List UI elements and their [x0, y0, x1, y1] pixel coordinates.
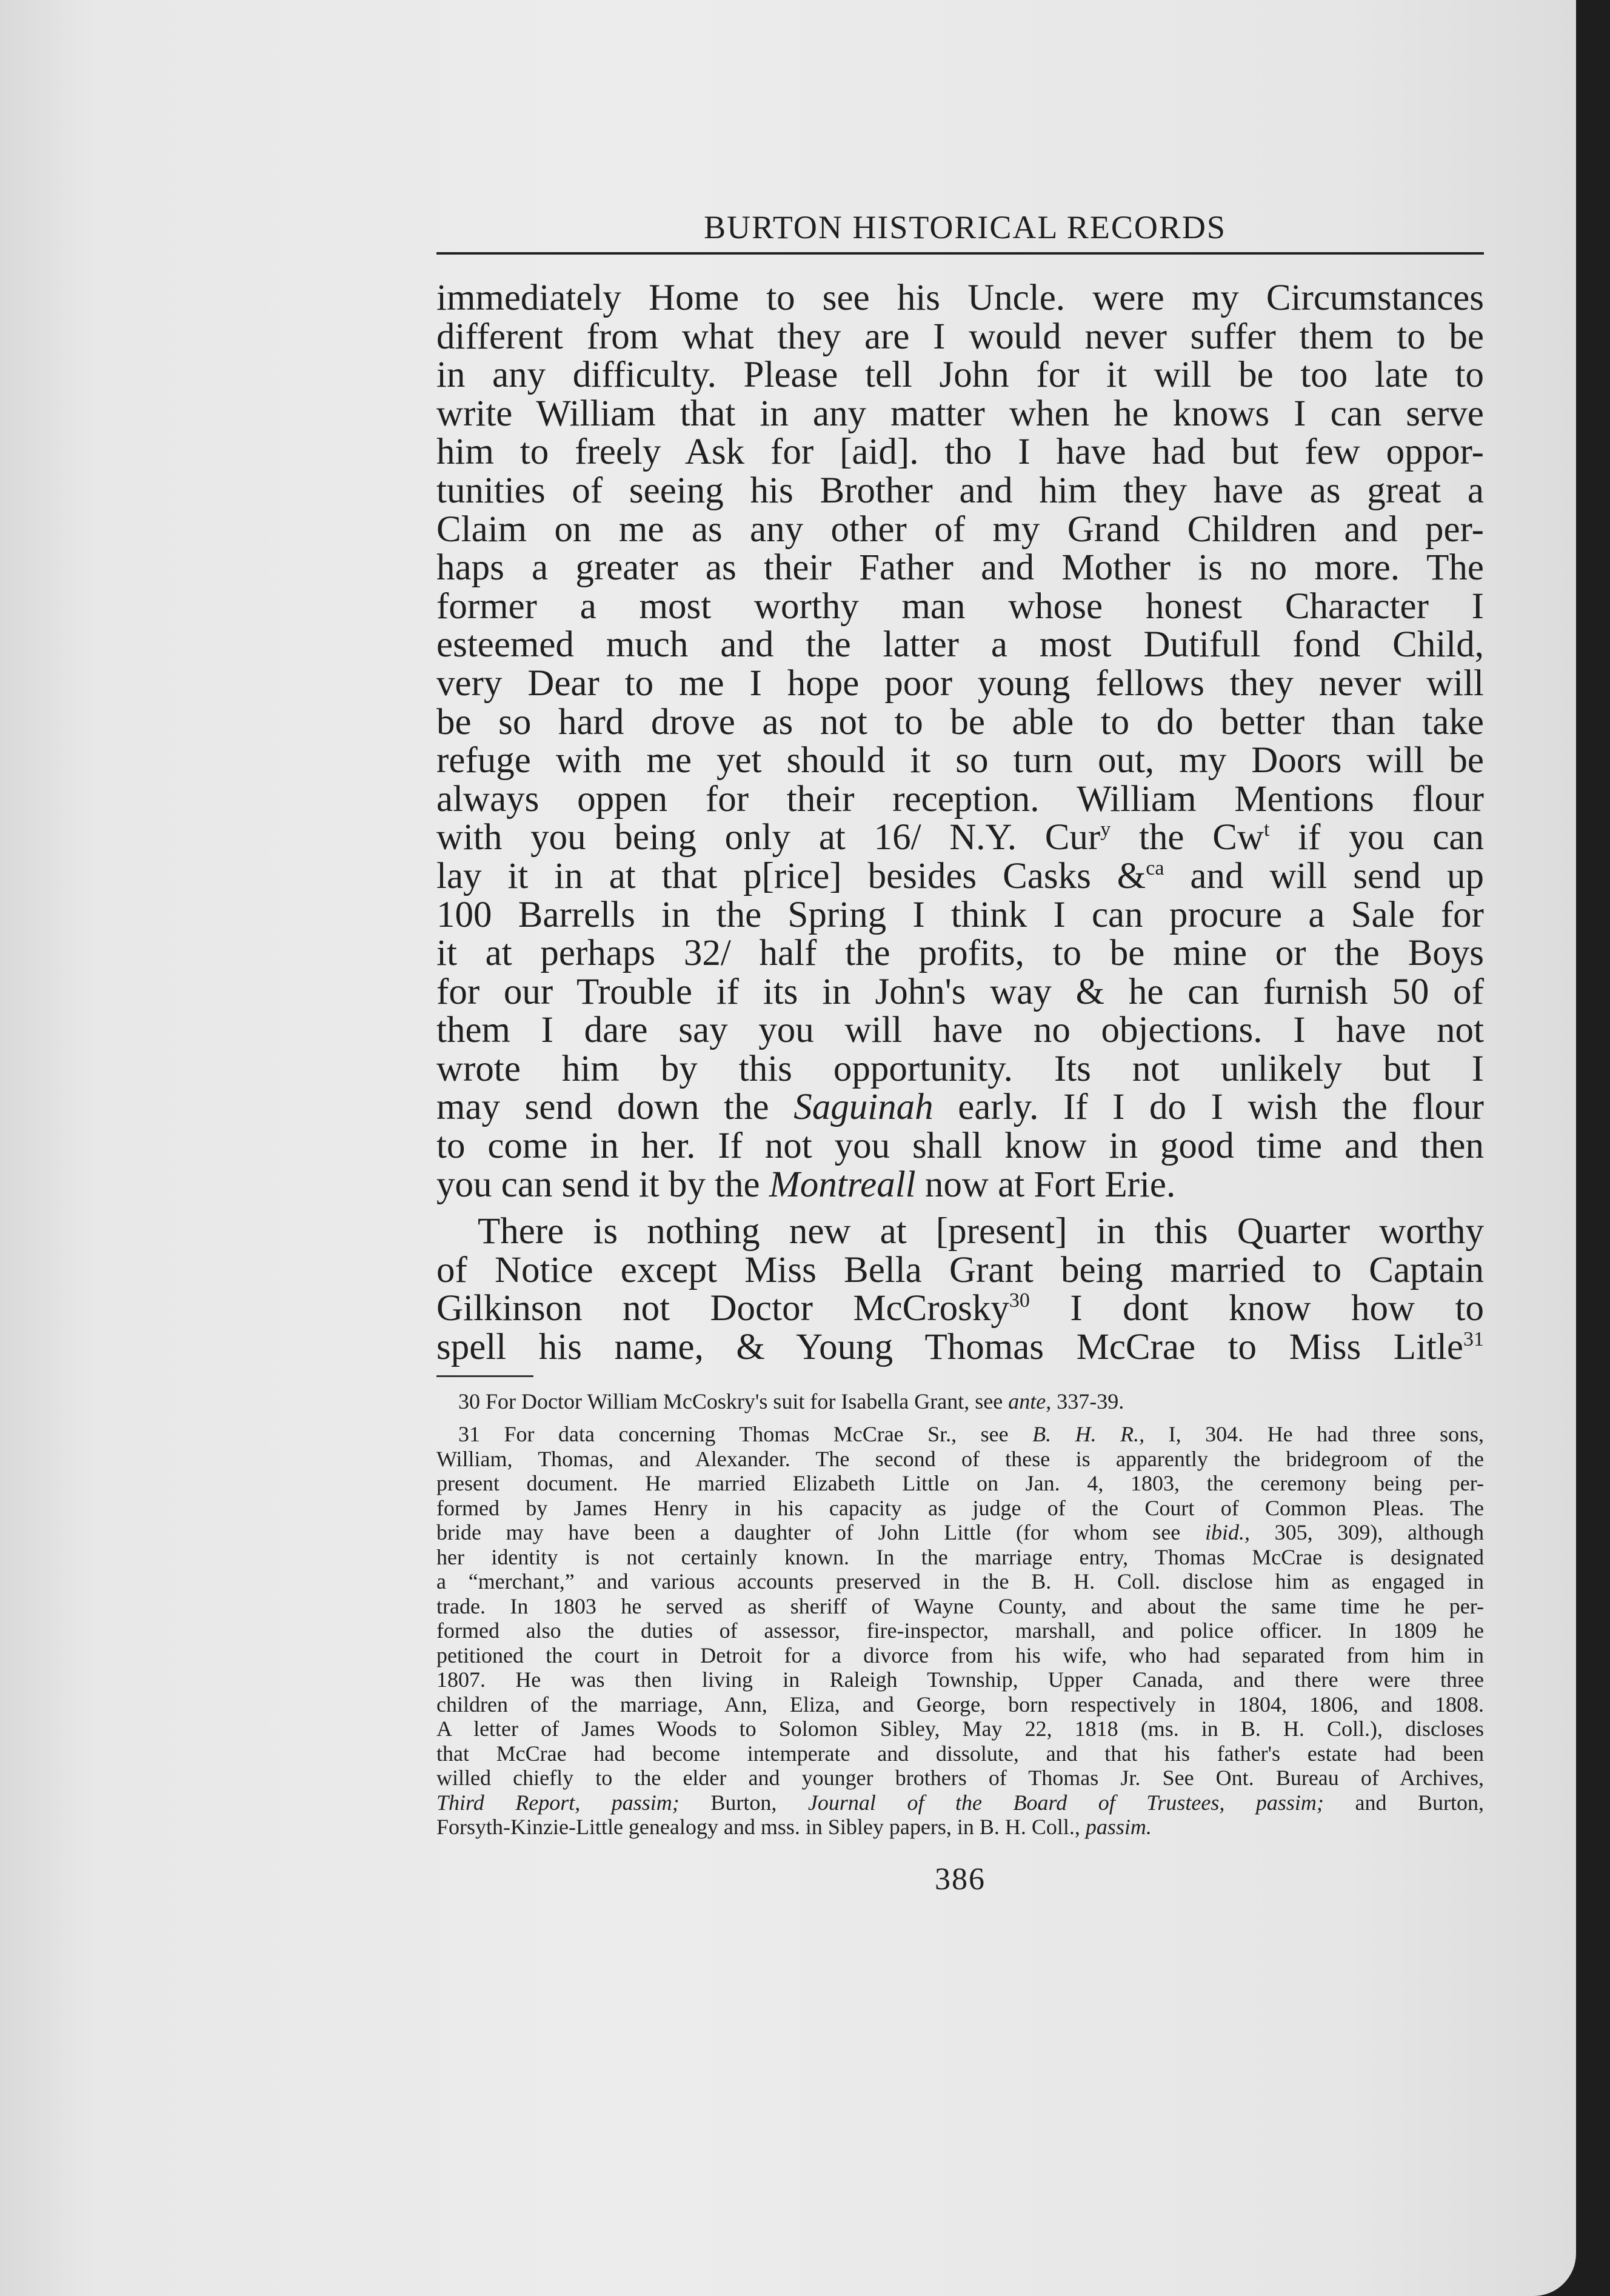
- text-line: him to freely Ask for [aid]. tho I have had but few oppor-: [436, 432, 1484, 473]
- text-line: [436, 1289, 1484, 1328]
- text-run: Forsyth-Kinzie-Little genealogy and mss. in Sibley papers, in B. H. Coll.,: [436, 1815, 1086, 1840]
- text-line: in any difficulty. Please tell John for it will be too late to: [436, 355, 1484, 396]
- text-line: to come in her. If not you shall know in good time and then: [436, 1126, 1484, 1167]
- paragraph-1: [436, 279, 1484, 1204]
- body-text: [436, 279, 1484, 1367]
- footnote-line: that McCrae had become intemperate and dissolute, and that his father's estate had been: [436, 1741, 1484, 1766]
- text-line: of Notice except Miss Bella Grant being married to Captain: [436, 1249, 1484, 1290]
- text-run: early. If I do I wish the flour: [933, 1087, 1484, 1128]
- text-line: refuge with me yet should it so turn out, my Doors will be: [436, 740, 1484, 781]
- text-line: [436, 1088, 1484, 1127]
- running-head: [436, 206, 1484, 249]
- footnote-line: [436, 1520, 1484, 1545]
- text-line: tunities of seeing his Brother and him they have as great a: [436, 470, 1484, 511]
- page-number: 386: [935, 1861, 986, 1897]
- text-line: always oppen for their reception. William Mentions flour: [436, 778, 1484, 819]
- text-run-italic: B. H. R.,: [1032, 1422, 1145, 1447]
- running-title: BURTON HISTORICAL RECORDS: [704, 209, 1226, 245]
- text-line: 100 Barrells in the Spring I think I can procure a Sale for: [436, 894, 1484, 935]
- footnote-line: formed also the duties of assessor, fire-inspector, marshall, and police officer. In 1809 he: [436, 1618, 1484, 1643]
- superscript: y: [1100, 818, 1111, 841]
- text-line: very Dear to me I hope poor young fellows they never will: [436, 662, 1484, 704]
- text-line: [436, 1328, 1484, 1367]
- text-run: and will send up: [1164, 855, 1484, 896]
- text-block: [436, 206, 1484, 1897]
- text-run: 30 For Doctor William McCoskry's suit for Isabella Grant, see: [458, 1389, 1009, 1413]
- text-run-italic: passim.: [1085, 1815, 1152, 1840]
- footnote-line: formed by James Henry in his capacity as judge of the Court of Common Pleas. The: [436, 1495, 1484, 1520]
- footnote-30: [436, 1389, 1484, 1414]
- text-line: esteemed much and the latter a most Dutifull fond Child,: [436, 624, 1484, 666]
- text-run: 305, 309), although: [1249, 1520, 1484, 1545]
- footnote-line: willed chiefly to the elder and younger brothers of Thomas Jr. See Ont. Bureau of Archives,: [436, 1766, 1484, 1790]
- footnote-line: petitioned the court in Detroit for a divorce from his wife, who had separated from him in: [436, 1643, 1484, 1667]
- text-line: write William that in any matter when he knows I can serve: [436, 393, 1484, 434]
- text-run: you can send it by the: [436, 1164, 769, 1205]
- text-line: be so hard drove as not to be able to do better than take: [436, 701, 1484, 743]
- footnote-line: a “merchant,” and various accounts preserved in the B. H. Coll. disclose him as engaged in: [436, 1569, 1484, 1594]
- text-run: if you can: [1269, 817, 1484, 858]
- text-run: with you being only at 16/ N.Y. Cur: [436, 817, 1101, 858]
- text-run: I dont know how to: [1029, 1288, 1484, 1329]
- text-run: the Cw: [1111, 817, 1264, 858]
- text-run-italic: ibid.,: [1204, 1520, 1250, 1545]
- text-run: I, 304. He had three sons,: [1144, 1422, 1484, 1447]
- text-line: wrote him by this opportunity. Its not unlikely but I: [436, 1048, 1484, 1089]
- text-line: [436, 818, 1484, 857]
- footnote-line: present document. He married Elizabeth Little on Jan. 4, 1803, the ceremony being per-: [436, 1471, 1484, 1496]
- text-run: may send down the: [436, 1087, 794, 1128]
- footnote-line: trade. In 1803 he served as sheriff of Wayne County, and about the same time he per-: [436, 1594, 1484, 1618]
- footnote-line: [436, 1815, 1484, 1840]
- paragraph-2: [436, 1212, 1484, 1366]
- text-run: spell his name, & Young Thomas McCrae to Miss Litle: [436, 1327, 1463, 1368]
- text-line: [436, 1166, 1484, 1204]
- text-line: different from what they are I would never suffer them to be: [436, 316, 1484, 357]
- ship-name: Saguinah: [793, 1087, 934, 1128]
- footnote-31: [436, 1422, 1484, 1840]
- text-run: 337-39.: [1051, 1389, 1124, 1413]
- text-line: [436, 857, 1484, 896]
- superscript: t: [1263, 818, 1270, 841]
- footnote-line: her identity is not certainly known. In the marriage entry, Thomas McCrae is designated: [436, 1544, 1484, 1569]
- text-run: bride may have been a daughter of John Little (for whom see: [436, 1520, 1205, 1545]
- text-line: There is nothing new at [present] in this Quarter worthy: [478, 1211, 1484, 1252]
- text-run: 31 For data concerning Thomas McCrae Sr., see: [458, 1422, 1033, 1447]
- footnote-line: [436, 1790, 1484, 1815]
- text-line: for our Trouble if its in John's way & he can furnish 50 of: [436, 971, 1484, 1012]
- text-run-italic: Third Report, passim;: [436, 1790, 680, 1815]
- text-run: now at Fort Erie.: [915, 1164, 1176, 1205]
- superscript: ca: [1146, 856, 1164, 879]
- text-run: and Burton,: [1323, 1790, 1484, 1815]
- footnote-line: [436, 1389, 1484, 1414]
- ship-name: Montreall: [769, 1164, 916, 1205]
- footnote-line: [436, 1422, 1484, 1447]
- text-line: haps a greater as their Father and Mother is no more. The: [436, 547, 1484, 589]
- footnotes: [436, 1389, 1484, 1840]
- text-run-italic: ante,: [1008, 1389, 1052, 1413]
- footnote-line: William, Thomas, and Alexander. The second of these is apparently the bridegroom of the: [436, 1446, 1484, 1471]
- text-run-italic: Journal of the Board of Trustees, passim;: [807, 1790, 1324, 1815]
- footnote-rule: [436, 1375, 533, 1377]
- text-line: it at perhaps 32/ half the profits, to be mine or the Boys: [436, 933, 1484, 974]
- footnote-ref-30: 30: [1009, 1289, 1030, 1312]
- text-line: immediately Home to see his Uncle. were my Circumstances: [436, 278, 1484, 318]
- header-rule: [436, 252, 1484, 255]
- footnote-line: children of the marriage, Ann, Eliza, and George, born respectively in 1804, 1806, and 1808.: [436, 1692, 1484, 1717]
- text-line: them I dare say you will have no objections. I have not: [436, 1010, 1484, 1051]
- footnote-line: A letter of James Woods to Solomon Sibley, May 22, 1818 (ms. in B. H. Coll.), discloses: [436, 1717, 1484, 1741]
- text-line: former a most worthy man whose honest Character I: [436, 586, 1484, 627]
- footnote-ref-31: 31: [1463, 1328, 1484, 1351]
- text-line: Claim on me as any other of my Grand Children and per-: [436, 509, 1484, 550]
- text-run: Burton,: [679, 1790, 808, 1815]
- text-run: Gilkinson not Doctor McCrosky: [436, 1288, 1009, 1329]
- footnote-line: 1807. He was then living in Raleigh Township, Upper Canada, and there were three: [436, 1667, 1484, 1692]
- text-run: lay it in at that p[rice] besides Casks &: [436, 855, 1146, 896]
